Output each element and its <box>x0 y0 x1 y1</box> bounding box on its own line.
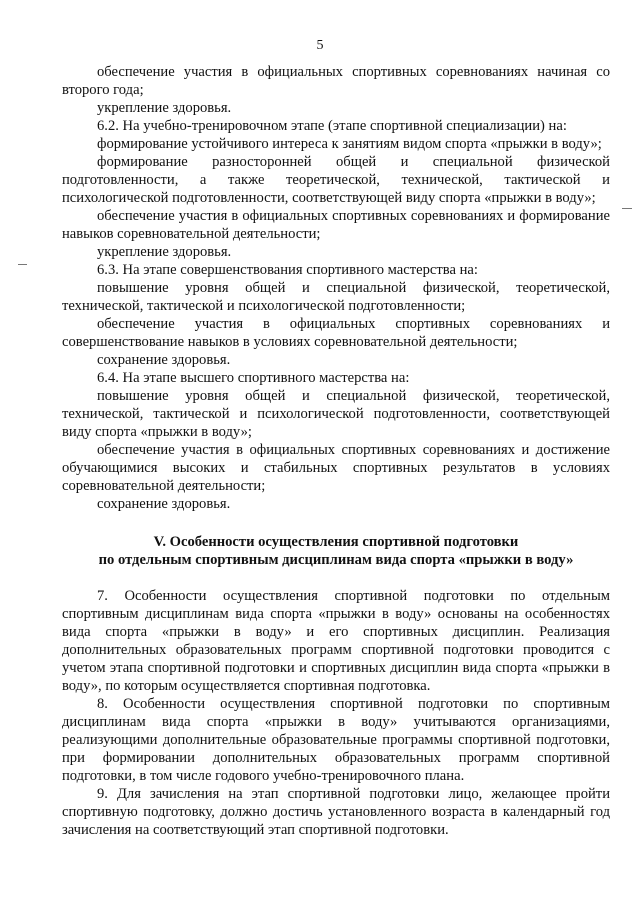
paragraph: формирование устойчивого интереса к занятиям видом спорта «прыжки в воду»; <box>97 136 602 152</box>
section-heading-line-1: V. Особенности осуществления спортивной подготовки <box>153 534 519 550</box>
paragraph: 6.2. На учебно-тренировочном этапе (этапе спортивной специализации) на: <box>97 118 567 134</box>
paragraph: обеспечение участия в официальных спортивных соревнованиях и формирование навыков соревновательной деятельности; <box>62 208 610 242</box>
paragraph: обеспечение участия в официальных спортивных соревнованиях и совершенствование навыков в условиях соревновательной деятельности; <box>62 316 610 350</box>
page-number: 5 <box>316 38 324 53</box>
paragraph: укрепление здоровья. <box>97 244 232 260</box>
paragraph: обеспечение участия в официальных спортивных соревнованиях начиная со второго года; <box>62 64 610 98</box>
document-body <box>62 63 610 839</box>
paragraph: укрепление здоровья. <box>97 100 232 116</box>
paragraph: сохранение здоровья. <box>97 352 231 368</box>
section-heading <box>62 533 610 569</box>
paragraph: формирование разносторонней общей и специальной физической подготовленности, а также теоретической, технической, тактической и психологической подготовленности, соответствующей виду спорта «прыжки в воду»; <box>62 154 610 206</box>
paragraph: 6.3. На этапе совершенствования спортивного мастерства на: <box>97 262 478 278</box>
paragraph: повышение уровня общей и специальной физической, теоретической, технической, тактической и психологической подготовленности, соответствующей виду спорта «прыжки в воду»; <box>62 388 610 440</box>
scan-artifact-mark <box>18 264 27 265</box>
paragraph: 8. Особенности осуществления спортивной подготовки по спортивным дисциплинам вида спорта «прыжки в воду» учитываются организациями, реализующими дополнительные образовательные программы спортивной подготовки, при формировании дополнительных образовательных программ спортивной подготовки, в том числе годового учебно-тренировочного плана. <box>62 696 610 784</box>
paragraph: 7. Особенности осуществления спортивной подготовки по отдельным спортивным дисциплинам вида спорта «прыжки в воду» основаны на особенностях вида спорта «прыжки в воду» и его спортивных дисциплин. Реализация дополнительных образовательных программ спортивной подготовки проводится с учетом этапа спортивной подготовки и спортивных дисциплин вида спорта «прыжки в воду», по которым осуществляется спортивная подготовка. <box>62 588 610 694</box>
paragraph: повышение уровня общей и специальной физической, теоретической, технической, тактической и психологической подготовленности; <box>62 280 610 314</box>
paragraph: сохранение здоровья. <box>97 496 231 512</box>
section-heading-line-2: по отдельным спортивным дисциплинам вида спорта «прыжки в воду» <box>98 552 574 568</box>
scan-artifact-mark <box>622 208 632 209</box>
paragraph: 6.4. На этапе высшего спортивного мастерства на: <box>97 370 410 386</box>
paragraph: 9. Для зачисления на этап спортивной подготовки лицо, желающее пройти спортивную подготовку, должно достичь установленного возраста в календарный год зачисления на соответствующий этап спортивной подготовки. <box>62 786 610 838</box>
features-section <box>62 587 610 839</box>
goals-section <box>62 63 610 513</box>
paragraph: обеспечение участия в официальных спортивных соревнованиях и достижение обучающимися высоких и стабильных спортивных результатов в условиях соревновательной деятельности; <box>62 442 610 494</box>
